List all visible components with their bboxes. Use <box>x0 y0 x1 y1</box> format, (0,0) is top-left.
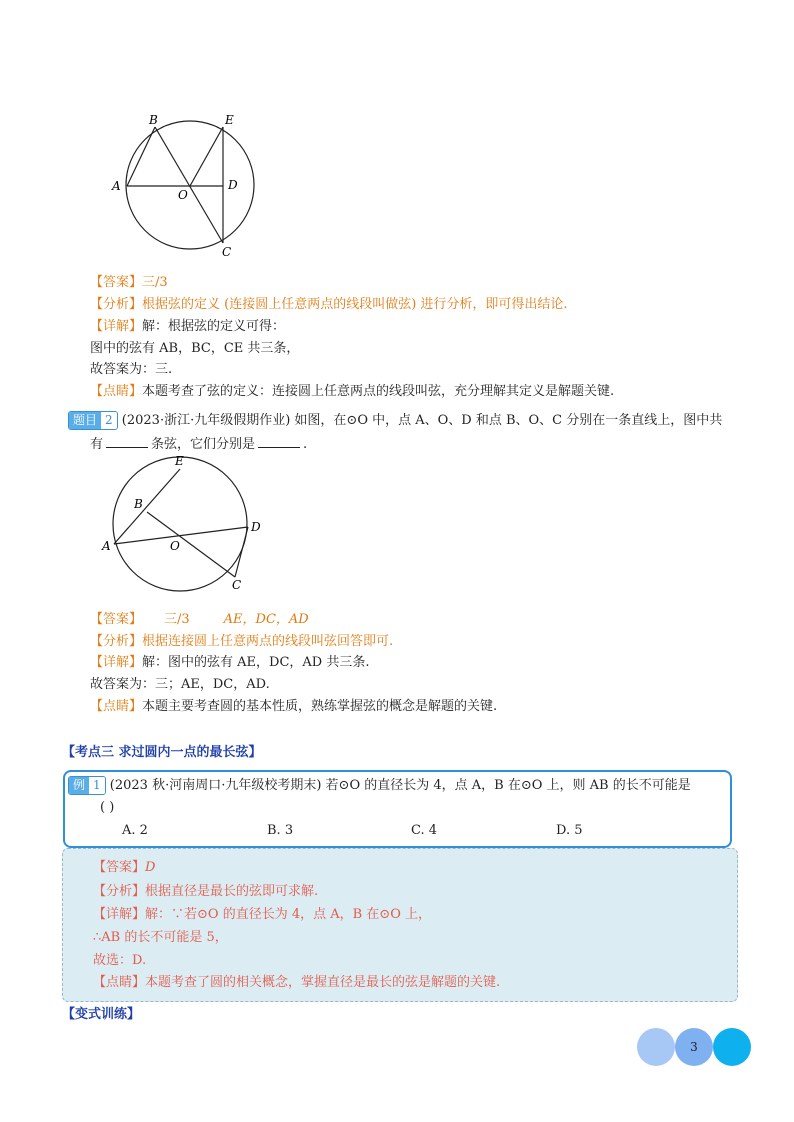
text-you: 有 <box>90 437 104 452</box>
analysis-text: 根据直径是最长的弦即可求解. <box>145 884 319 899</box>
badge-label: 题目 <box>69 412 101 429</box>
p2-comment-line <box>90 698 497 716</box>
ex-therefore: ∴AB 的长不可能是 5， <box>93 930 228 945</box>
p1-comment-line <box>90 383 614 401</box>
segment-dc <box>235 527 248 577</box>
answer-value: 三/3 <box>142 275 168 290</box>
badge-label: 例 <box>69 777 89 794</box>
page-deco-circle-right <box>713 1028 751 1066</box>
label-e: E <box>225 113 234 127</box>
option-d[interactable]: D. 5 <box>556 823 583 838</box>
answer-value-1: 三/3 <box>164 612 190 627</box>
option-b[interactable]: B. 3 <box>267 823 294 838</box>
p2-analysis-line <box>90 633 393 651</box>
option-a[interactable]: A. 2 <box>122 823 148 838</box>
segment-ab <box>127 127 155 186</box>
label-d: D <box>228 178 238 192</box>
figure-2-circle-diagram <box>100 452 270 597</box>
p1-chords-line: 图中的弦有 AB，BC，CE 共三条， <box>90 341 300 356</box>
label-o: O <box>170 539 180 553</box>
detail-tag: 【详解】 <box>93 907 146 922</box>
blank-count[interactable] <box>106 435 148 448</box>
ex-detail-line <box>93 906 431 924</box>
comment-tag: 【点睛】 <box>90 699 143 714</box>
label-b: B <box>149 113 158 127</box>
comment-text: 本题主要考查圆的基本性质，熟练掌握弦的概念是解题的关键. <box>142 699 498 714</box>
analysis-tag: 【分析】 <box>90 297 143 312</box>
detail-text: 解：根据弦的定义可得： <box>142 319 286 334</box>
segment-ae <box>114 469 180 544</box>
detail-text: 解：图中的弦有 AE，DC，AD 共三条. <box>142 655 370 670</box>
ex-conclusion: 故选：D. <box>93 953 147 968</box>
label-b: B <box>134 497 143 511</box>
section-title-4: 【变式训练】 <box>62 1007 141 1022</box>
label-c: C <box>232 578 242 592</box>
detail-tag: 【详解】 <box>90 655 143 670</box>
comment-tag: 【点睛】 <box>90 384 143 399</box>
analysis-tag: 【分析】 <box>93 884 146 899</box>
p2-conclusion: 故答案为：三；AE，DC，AD. <box>90 677 270 692</box>
ex-answer-line <box>93 859 155 877</box>
example-question-line1 <box>68 776 691 795</box>
detail-tag: 【详解】 <box>90 319 143 334</box>
analysis-text: 根据连接圆上任意两点的线段叫弦回答即可. <box>142 634 394 649</box>
detail-text: 解：∵若⊙O 的直径长为 4，点 A，B 在⊙O 上， <box>145 907 431 922</box>
answer-tag: 【答案】 <box>93 860 146 875</box>
label-a: A <box>112 179 121 193</box>
badge-number: 2 <box>101 412 117 429</box>
figure-1-circle-diagram <box>100 105 270 265</box>
answer-tag: 【答案】 <box>90 275 143 290</box>
example-badge <box>68 776 106 795</box>
text-mid: 条弦，它们分别是 <box>151 437 256 452</box>
p2-question-line1 <box>68 411 722 430</box>
p1-answer-line <box>90 274 168 292</box>
example-solution-box <box>62 848 738 1002</box>
p2-detail-line <box>90 654 369 672</box>
blank-names[interactable] <box>258 435 300 448</box>
ex-comment-line <box>93 974 500 992</box>
comment-text: 本题考查了弦的定义：连接圆上任意两点的线段叫弦，充分理解其定义是解题关键. <box>142 384 615 399</box>
p1-analysis-line <box>90 296 568 314</box>
question-text: (2023·浙江·九年级假期作业) 如图，在⊙O 中，点 A、O、D 和点 B、O、C 分别在一条直线上，图中共 <box>121 413 723 428</box>
label-d: D <box>251 520 261 534</box>
analysis-text: 根据弦的定义 (连接圆上任意两点的线段叫做弦) 进行分析，即可得出结论. <box>142 297 568 312</box>
label-c: C <box>222 245 232 259</box>
segment-bc <box>147 512 235 577</box>
answer-value-2: AE，DC，AD <box>223 612 309 627</box>
page-deco-circle-left <box>637 1028 675 1066</box>
answer-value: D <box>145 860 156 875</box>
option-c[interactable]: C. 4 <box>411 823 438 838</box>
analysis-tag: 【分析】 <box>90 634 143 649</box>
p2-answer-line <box>90 611 309 629</box>
comment-tag: 【点睛】 <box>93 975 146 990</box>
badge-number: 1 <box>89 777 105 794</box>
p1-detail-line <box>90 318 285 336</box>
segment-oe <box>190 127 223 186</box>
comment-text: 本题考查了圆的相关概念，掌握直径是最长的弦是解题的关键. <box>145 975 501 990</box>
ex-analysis-line <box>93 883 318 901</box>
example-question-text: (2023 秋·河南周口·九年级校考期末) 若⊙O 的直径长为 4，点 A，B 在⊙O 上，则 AB 的长不可能是 <box>109 778 691 793</box>
label-o: O <box>178 188 188 202</box>
section-title-3: 【考点三 求过圆内一点的最长弦】 <box>62 745 262 760</box>
text-end: . <box>303 437 308 452</box>
label-a: A <box>102 539 111 553</box>
label-e: E <box>175 454 184 468</box>
question-badge <box>68 411 118 430</box>
page-number: 3 <box>690 1040 698 1054</box>
answer-tag: 【答案】 <box>90 612 143 627</box>
segment-ad <box>114 527 248 544</box>
p1-conclusion: 故答案为：三. <box>90 362 173 377</box>
example-answer-paren: ( ) <box>100 800 115 815</box>
